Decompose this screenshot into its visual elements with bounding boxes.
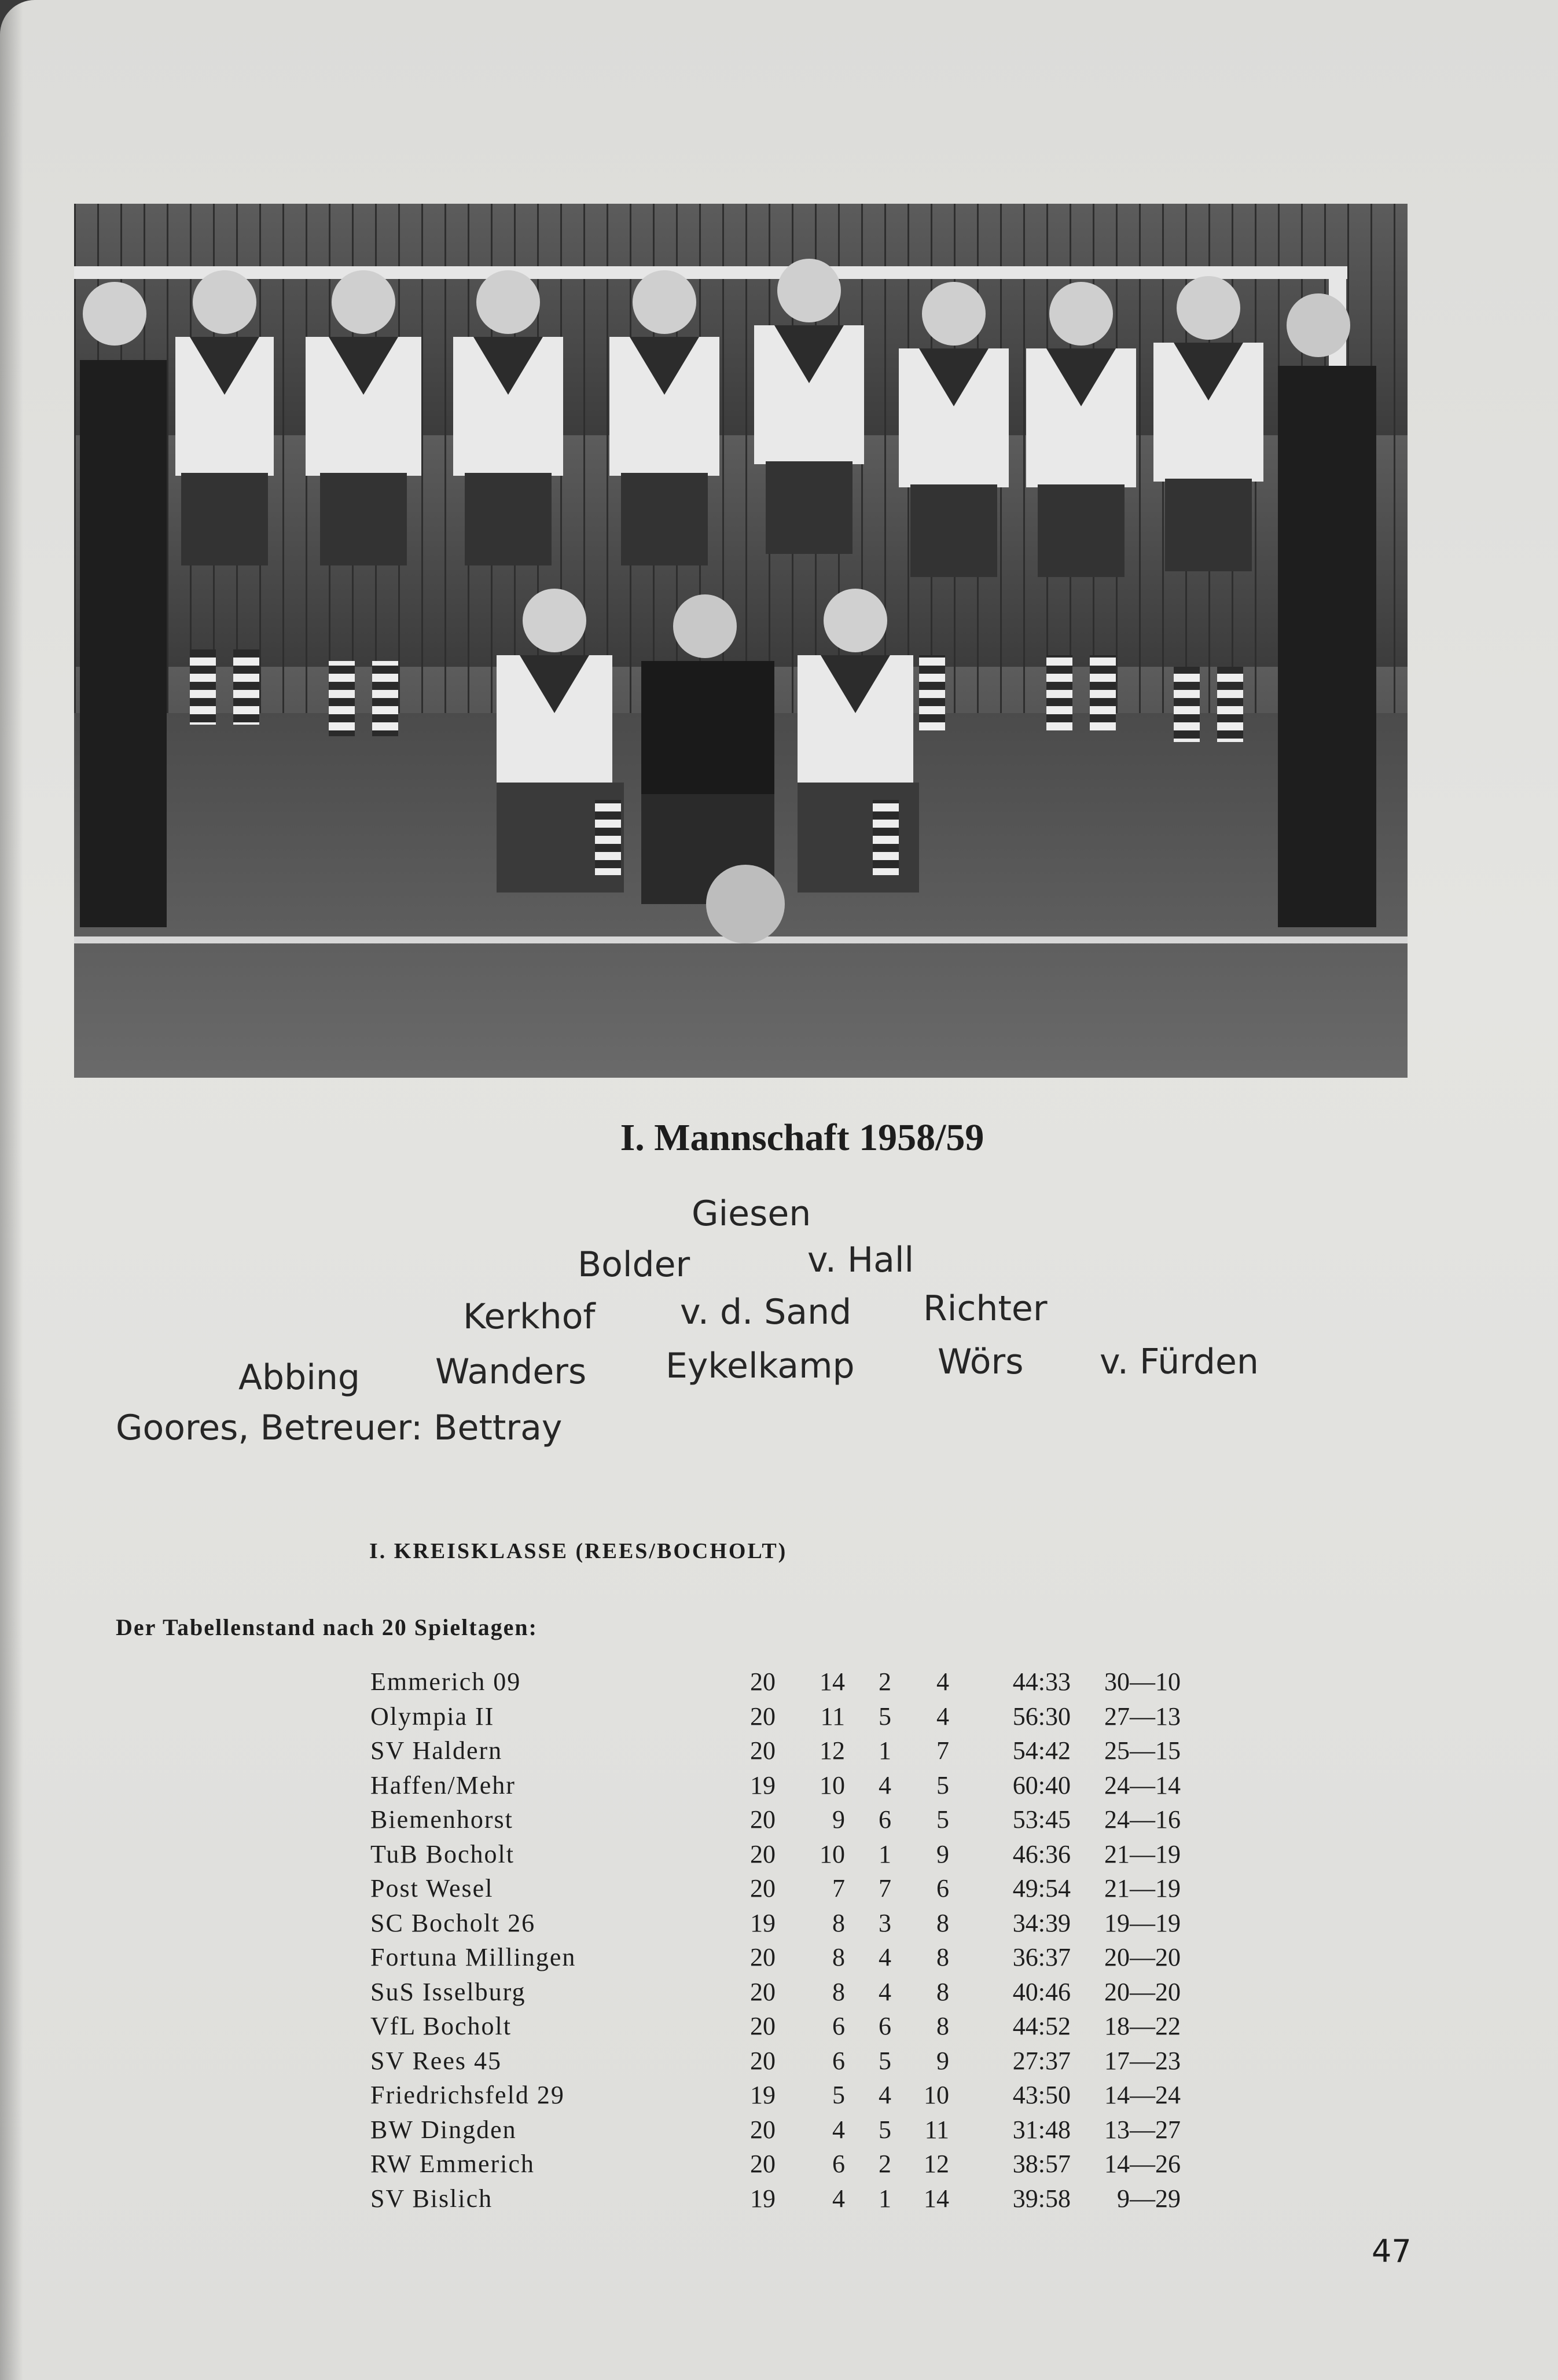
team-photo-illustration xyxy=(74,204,1408,1078)
games-lost: 11 xyxy=(924,2115,949,2144)
table-row xyxy=(0,1702,1558,1735)
team-name: VfL Bocholt xyxy=(370,2012,512,2040)
games-won: 12 xyxy=(820,1736,845,1765)
points: 27—13 xyxy=(1104,1702,1181,1731)
page-number: 47 xyxy=(1372,2233,1412,2269)
lineup-name: Goores, Betreuer: Bettray xyxy=(116,1408,563,1448)
team-name: SC Bocholt 26 xyxy=(370,1909,536,1937)
team-name: RW Emmerich xyxy=(370,2150,535,2178)
games-lost: 5 xyxy=(936,1771,949,1799)
lineup-name: v. Hall xyxy=(807,1240,914,1280)
team-name: SV Haldern xyxy=(370,1736,503,1765)
games-won: 10 xyxy=(820,1840,845,1868)
team-name: Friedrichsfeld 29 xyxy=(370,2081,565,2109)
team-name: Fortuna Millingen xyxy=(370,1943,576,1971)
table-row xyxy=(0,1977,1558,2011)
goal-ratio: 44:52 xyxy=(1012,2012,1071,2040)
lineup-name: Kerkhof xyxy=(463,1296,596,1337)
team-name: Olympia II xyxy=(370,1702,495,1731)
points: 25—15 xyxy=(1104,1736,1181,1765)
games-played: 19 xyxy=(750,2081,776,2109)
table-row xyxy=(0,2184,1558,2217)
table-row xyxy=(0,2080,1558,2114)
points: 9—29 xyxy=(1117,2184,1181,2213)
goal-ratio: 36:37 xyxy=(1012,1943,1071,1971)
games-drawn: 6 xyxy=(879,1805,891,1834)
points: 21—19 xyxy=(1104,1840,1181,1868)
games-played: 20 xyxy=(750,1840,776,1868)
games-played: 20 xyxy=(750,2150,776,2178)
games-lost: 8 xyxy=(936,1978,949,2006)
table-row xyxy=(0,1874,1558,1907)
games-won: 4 xyxy=(832,2115,845,2144)
points: 24—16 xyxy=(1104,1805,1181,1834)
lineup-name: Abbing xyxy=(238,1357,360,1398)
table-row xyxy=(0,2149,1558,2183)
games-drawn: 1 xyxy=(879,2184,891,2213)
games-won: 8 xyxy=(832,1909,845,1937)
points: 30—10 xyxy=(1104,1668,1181,1696)
standings-label: Der Tabellenstand nach 20 Spieltagen: xyxy=(116,1614,538,1640)
games-lost: 8 xyxy=(936,1943,949,1971)
team-photo xyxy=(74,204,1408,1078)
games-played: 20 xyxy=(750,1805,776,1834)
points: 17—23 xyxy=(1104,2047,1181,2075)
goal-ratio: 27:37 xyxy=(1012,2047,1071,2075)
games-played: 20 xyxy=(750,1943,776,1971)
games-drawn: 2 xyxy=(879,2150,891,2178)
games-lost: 8 xyxy=(936,2012,949,2040)
team-name: Haffen/Mehr xyxy=(370,1771,516,1799)
games-lost: 4 xyxy=(936,1702,949,1731)
points: 13—27 xyxy=(1104,2115,1181,2144)
games-lost: 5 xyxy=(936,1805,949,1834)
goal-ratio: 60:40 xyxy=(1012,1771,1071,1799)
goal-ratio: 31:48 xyxy=(1012,2115,1071,2144)
games-played: 20 xyxy=(750,1736,776,1765)
games-lost: 12 xyxy=(924,2150,949,2178)
games-lost: 8 xyxy=(936,1909,949,1937)
games-played: 20 xyxy=(750,1978,776,2006)
league-title: I. KREISKLASSE (REES/BOCHOLT) xyxy=(369,1539,788,1563)
goal-ratio: 40:46 xyxy=(1012,1978,1071,2006)
points: 14—24 xyxy=(1104,2081,1181,2109)
table-row xyxy=(0,1908,1558,1942)
games-played: 20 xyxy=(750,2047,776,2075)
goal-ratio: 38:57 xyxy=(1012,2150,1071,2178)
games-won: 8 xyxy=(832,1978,845,2006)
games-drawn: 7 xyxy=(879,1874,891,1902)
games-lost: 9 xyxy=(936,2047,949,2075)
team-name: TuB Bocholt xyxy=(370,1840,515,1868)
games-played: 19 xyxy=(750,1771,776,1799)
table-row xyxy=(0,2115,1558,2148)
games-drawn: 4 xyxy=(879,1943,891,1971)
goal-ratio: 43:50 xyxy=(1012,2081,1071,2109)
games-played: 20 xyxy=(750,1874,776,1902)
games-drawn: 5 xyxy=(879,2047,891,2075)
team-name: Emmerich 09 xyxy=(370,1668,521,1696)
goal-ratio: 49:54 xyxy=(1012,1874,1071,1902)
games-won: 10 xyxy=(820,1771,845,1799)
table-row xyxy=(0,2011,1558,2045)
lineup-name: v. d. Sand xyxy=(680,1292,852,1332)
team-name: Post Wesel xyxy=(370,1874,494,1902)
goal-ratio: 54:42 xyxy=(1012,1736,1071,1765)
games-lost: 10 xyxy=(924,2081,949,2109)
lineup-name: Bolder xyxy=(578,1244,690,1285)
photo-caption-title: I. Mannschaft 1958/59 xyxy=(620,1116,984,1159)
team-name: SV Rees 45 xyxy=(370,2047,502,2075)
games-lost: 9 xyxy=(936,1840,949,1868)
lineup-name: v. Fürden xyxy=(1100,1342,1259,1382)
games-drawn: 4 xyxy=(879,1771,891,1799)
games-lost: 7 xyxy=(936,1736,949,1765)
table-row xyxy=(0,1736,1558,1769)
games-drawn: 1 xyxy=(879,1736,891,1765)
games-played: 20 xyxy=(750,1668,776,1696)
points: 24—14 xyxy=(1104,1771,1181,1799)
goal-ratio: 39:58 xyxy=(1012,2184,1071,2213)
goal-ratio: 34:39 xyxy=(1012,1909,1071,1937)
points: 18—22 xyxy=(1104,2012,1181,2040)
table-row xyxy=(0,1667,1558,1700)
games-played: 20 xyxy=(750,2115,776,2144)
goal-ratio: 56:30 xyxy=(1012,1702,1071,1731)
games-lost: 6 xyxy=(936,1874,949,1902)
goal-ratio: 46:36 xyxy=(1012,1840,1071,1868)
games-won: 4 xyxy=(832,2184,845,2213)
points: 21—19 xyxy=(1104,1874,1181,1902)
table-row xyxy=(0,1771,1558,1804)
team-name: SV Bislich xyxy=(370,2184,493,2213)
goal-ratio: 53:45 xyxy=(1012,1805,1071,1834)
lineup-name: Wörs xyxy=(938,1342,1024,1382)
games-played: 20 xyxy=(750,2012,776,2040)
table-row xyxy=(0,1839,1558,1873)
lineup-name: Wanders xyxy=(435,1351,587,1392)
games-won: 6 xyxy=(832,2150,845,2178)
games-drawn: 4 xyxy=(879,2081,891,2109)
games-drawn: 5 xyxy=(879,2115,891,2144)
games-drawn: 1 xyxy=(879,1840,891,1868)
games-lost: 4 xyxy=(936,1668,949,1696)
team-name: SuS Isselburg xyxy=(370,1978,526,2006)
points: 20—20 xyxy=(1104,1943,1181,1971)
games-played: 19 xyxy=(750,2184,776,2213)
table-row xyxy=(0,1942,1558,1976)
games-lost: 14 xyxy=(924,2184,949,2213)
games-drawn: 6 xyxy=(879,2012,891,2040)
games-drawn: 4 xyxy=(879,1978,891,2006)
games-won: 5 xyxy=(832,2081,845,2109)
games-won: 6 xyxy=(832,2047,845,2075)
games-won: 9 xyxy=(832,1805,845,1834)
games-won: 6 xyxy=(832,2012,845,2040)
games-won: 11 xyxy=(820,1702,845,1731)
points: 19—19 xyxy=(1104,1909,1181,1937)
games-played: 19 xyxy=(750,1909,776,1937)
games-won: 7 xyxy=(832,1874,845,1902)
team-name: Biemenhorst xyxy=(370,1805,513,1834)
games-won: 8 xyxy=(832,1943,845,1971)
points: 20—20 xyxy=(1104,1978,1181,2006)
games-played: 20 xyxy=(750,1702,776,1731)
table-row xyxy=(0,2046,1558,2080)
games-drawn: 3 xyxy=(879,1909,891,1937)
games-drawn: 5 xyxy=(879,1702,891,1731)
lineup-name: Eykelkamp xyxy=(666,1346,855,1386)
games-drawn: 2 xyxy=(879,1668,891,1696)
goal-ratio: 44:33 xyxy=(1012,1668,1071,1696)
team-name: BW Dingden xyxy=(370,2115,517,2144)
lineup-name: Giesen xyxy=(692,1193,811,1234)
points: 14—26 xyxy=(1104,2150,1181,2178)
table-row xyxy=(0,1805,1558,1838)
games-won: 14 xyxy=(820,1668,845,1696)
lineup-name: Richter xyxy=(923,1288,1048,1329)
